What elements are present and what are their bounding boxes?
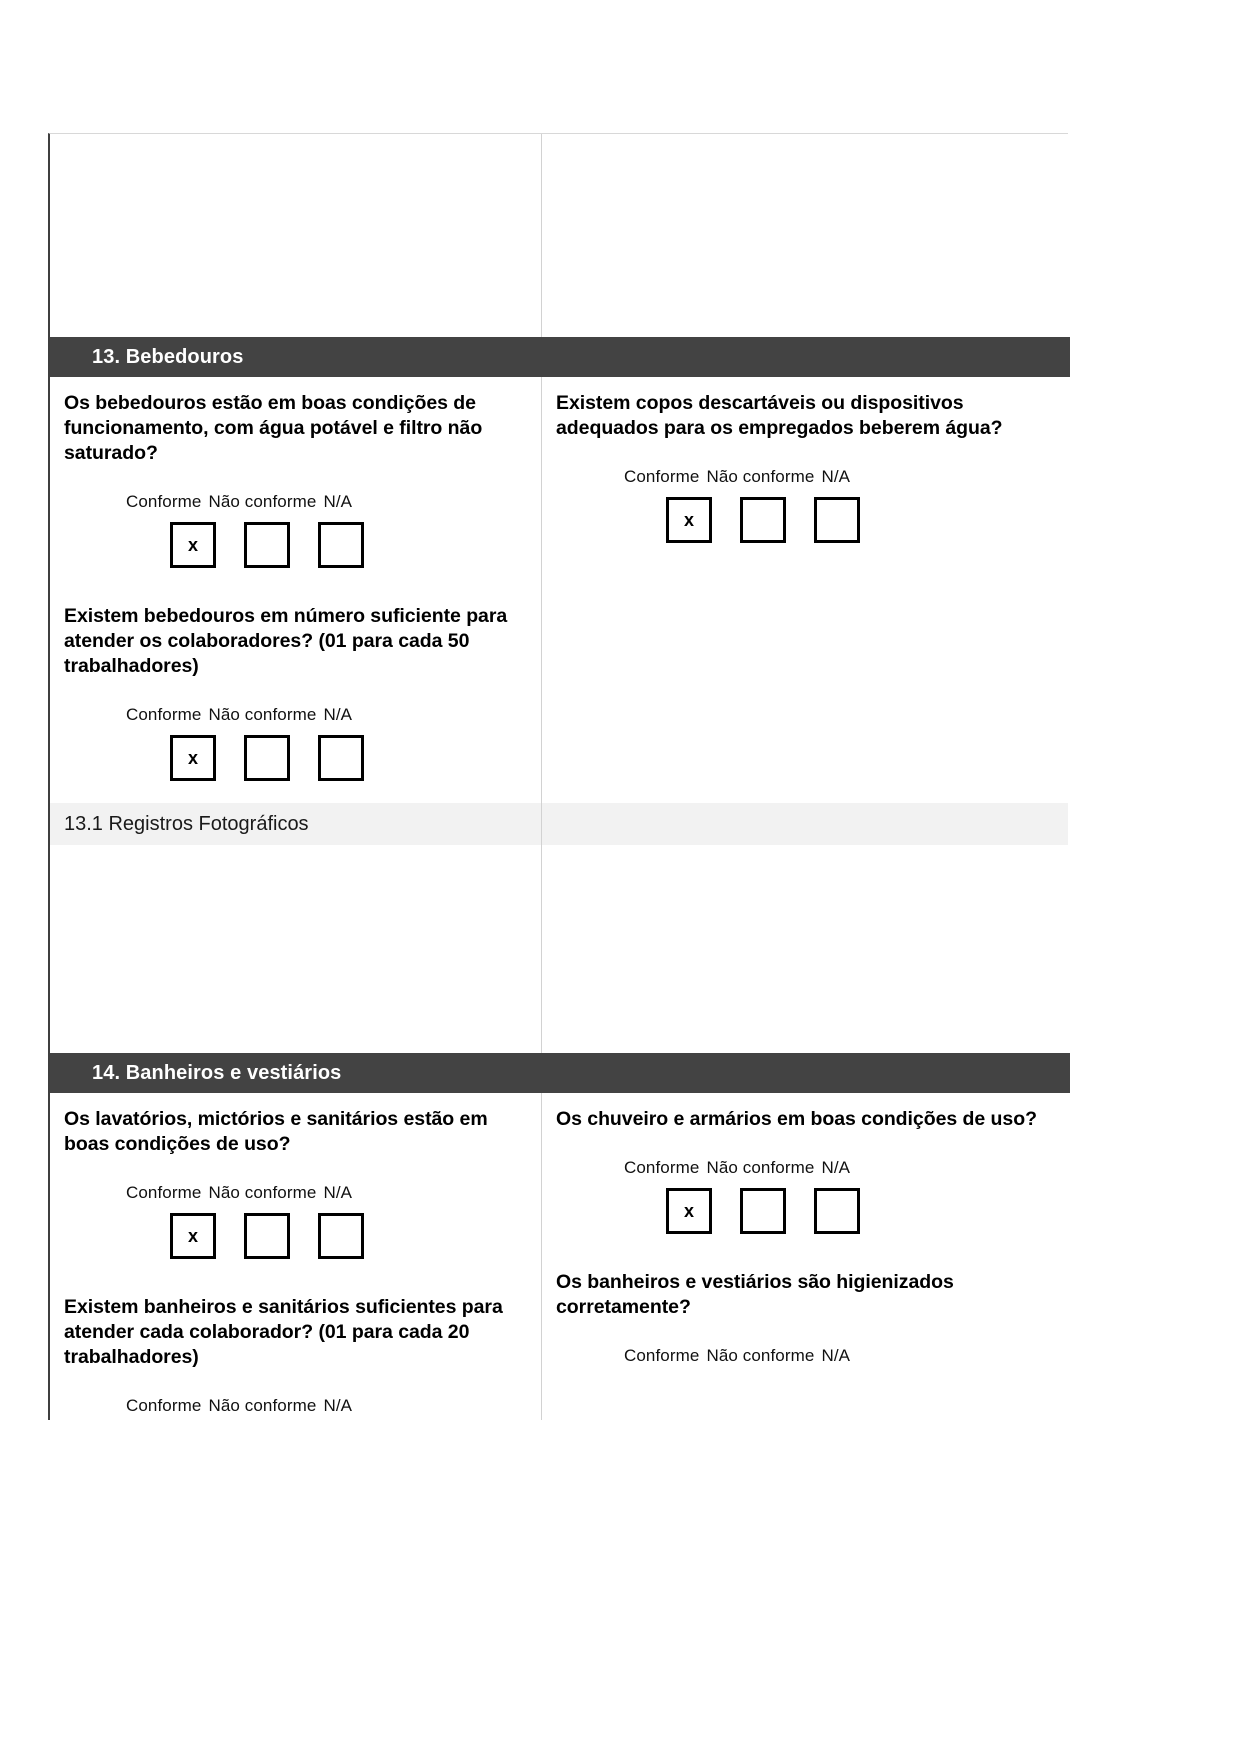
photo-placeholder-left <box>50 845 542 1053</box>
section-header-14: 14. Banheiros e vestiários <box>50 1053 1070 1093</box>
question-text: Os lavatórios, mictórios e sanitários estão em boas condições de uso? <box>64 1108 488 1155</box>
checkbox-group <box>666 497 1054 543</box>
question-block-14-4 <box>542 1256 1068 1370</box>
option-label-nao-conforme: Não conforme <box>208 492 317 511</box>
photo-placeholder-row-13-1 <box>50 845 1068 1053</box>
checkbox-mark: x <box>187 535 198 555</box>
checkbox-na[interactable] <box>318 522 364 568</box>
photo-placeholder-right <box>542 845 1068 1053</box>
question-block-13-2 <box>50 590 541 785</box>
checkbox-nao-conforme[interactable] <box>244 522 290 568</box>
section-14-right-column <box>542 1093 1068 1420</box>
option-label-na: N/A <box>323 492 353 511</box>
checkbox-group <box>170 735 527 781</box>
option-labels <box>624 1346 1054 1366</box>
question-text: Os bebedouros estão em boas condições de funcionamento, com água potável e filtro não saturado? <box>64 392 483 464</box>
option-label-conforme: Conforme <box>126 705 202 724</box>
option-label-nao-conforme: Não conforme <box>706 1346 815 1365</box>
option-label-nao-conforme: Não conforme <box>208 1183 317 1202</box>
section-14-questions-row <box>50 1093 1068 1420</box>
section-13-questions-row <box>50 377 1068 803</box>
option-labels <box>126 705 527 725</box>
option-label-conforme: Conforme <box>624 1346 700 1365</box>
checkbox-conforme[interactable] <box>666 1188 712 1234</box>
option-label-nao-conforme: Não conforme <box>706 467 815 486</box>
inspection-checklist-table <box>48 133 1068 1420</box>
question-text: Existem banheiros e sanitários suficientes para atender cada colaborador? (01 para cada 20 trabalhadores) <box>64 1296 503 1368</box>
subsection-label-13-1: 13.1 Registros Fotográficos <box>50 803 542 845</box>
option-label-conforme: Conforme <box>624 1158 700 1177</box>
option-label-conforme: Conforme <box>126 1183 202 1202</box>
option-label-na: N/A <box>323 705 353 724</box>
question-block-14-1 <box>50 1093 541 1263</box>
checkbox-group <box>170 522 527 568</box>
question-block-13-3 <box>542 377 1068 547</box>
checkbox-conforme[interactable] <box>170 522 216 568</box>
checkbox-conforme[interactable] <box>666 497 712 543</box>
subsection-right-blank <box>542 803 1068 845</box>
question-text: Os chuveiro e armários em boas condições de uso? <box>556 1108 1037 1130</box>
question-text: Os banheiros e vestiários são higienizados corretamente? <box>556 1271 954 1318</box>
checkbox-group <box>666 1188 1054 1234</box>
option-labels <box>624 1158 1054 1178</box>
option-label-na: N/A <box>323 1396 353 1415</box>
option-labels <box>624 467 1054 487</box>
question-block-14-2 <box>50 1281 541 1420</box>
section-14-left-column <box>50 1093 542 1420</box>
checkbox-nao-conforme[interactable] <box>244 1213 290 1259</box>
checkbox-na[interactable] <box>318 1213 364 1259</box>
question-text: Existem copos descartáveis ou dispositivos adequados para os empregados beberem água? <box>556 392 1003 439</box>
option-label-na: N/A <box>821 467 851 486</box>
subsection-row-13-1 <box>50 803 1068 845</box>
option-label-nao-conforme: Não conforme <box>208 1396 317 1415</box>
question-text: Existem bebedouros em número suficiente para atender os colaboradores? (01 para cada 50 trabalhadores) <box>64 605 508 677</box>
option-label-conforme: Conforme <box>126 1396 202 1415</box>
photo-placeholder-right <box>542 134 1068 337</box>
checkbox-mark: x <box>683 510 694 530</box>
checkbox-nao-conforme[interactable] <box>244 735 290 781</box>
option-labels <box>126 1183 527 1203</box>
option-label-na: N/A <box>821 1158 851 1177</box>
checkbox-nao-conforme[interactable] <box>740 497 786 543</box>
section-13-left-column <box>50 377 542 803</box>
option-labels <box>126 492 527 512</box>
option-label-nao-conforme: Não conforme <box>208 705 317 724</box>
checkbox-na[interactable] <box>814 1188 860 1234</box>
option-label-nao-conforme: Não conforme <box>706 1158 815 1177</box>
checkbox-mark: x <box>683 1201 694 1221</box>
checkbox-na[interactable] <box>814 497 860 543</box>
checkbox-conforme[interactable] <box>170 735 216 781</box>
section-header-13: 13. Bebedouros <box>50 337 1070 377</box>
checkbox-mark: x <box>187 748 198 768</box>
question-block-14-3 <box>542 1093 1068 1238</box>
photo-placeholder-left <box>50 134 542 337</box>
option-label-conforme: Conforme <box>624 467 700 486</box>
option-label-conforme: Conforme <box>126 492 202 511</box>
option-label-na: N/A <box>821 1346 851 1365</box>
question-block-13-1 <box>50 377 541 572</box>
checkbox-group <box>170 1213 527 1259</box>
option-labels <box>126 1396 527 1416</box>
option-label-na: N/A <box>323 1183 353 1202</box>
photo-placeholder-row <box>50 134 1068 337</box>
checkbox-mark: x <box>187 1226 198 1246</box>
section-13-right-column <box>542 377 1068 803</box>
checkbox-na[interactable] <box>318 735 364 781</box>
checkbox-nao-conforme[interactable] <box>740 1188 786 1234</box>
checkbox-conforme[interactable] <box>170 1213 216 1259</box>
